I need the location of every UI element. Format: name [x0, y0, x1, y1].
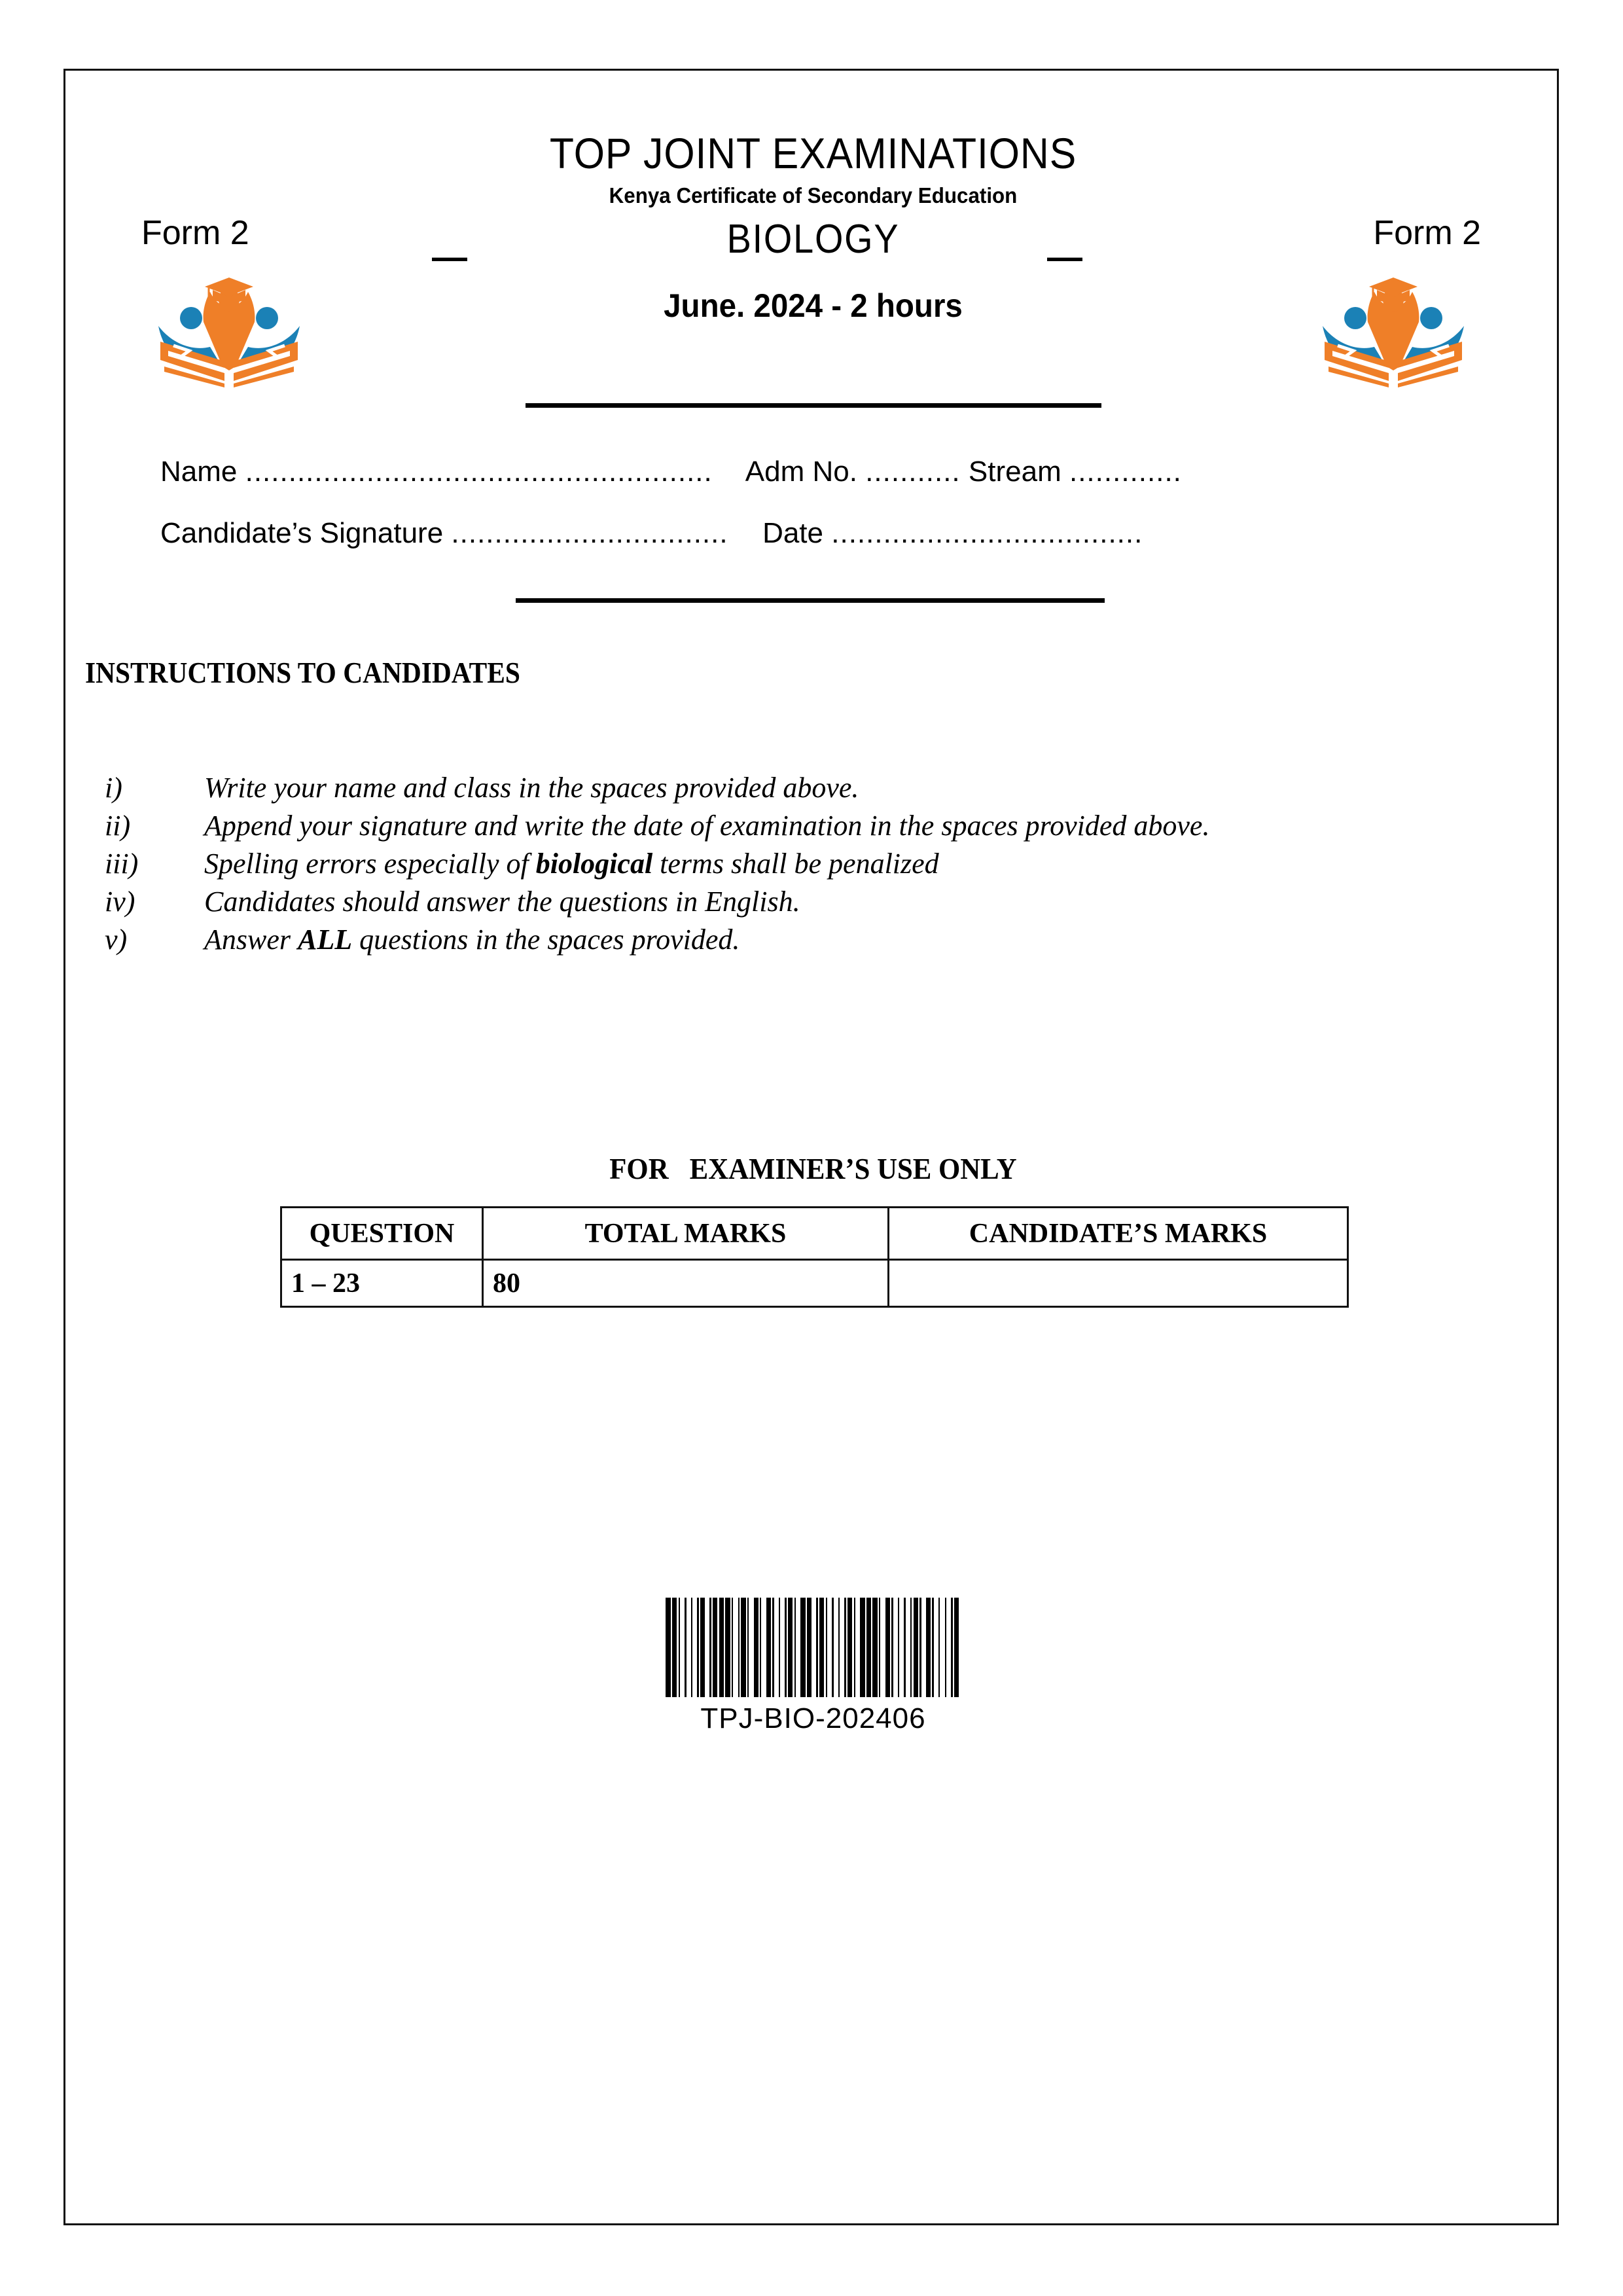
header-divider-top [526, 403, 1101, 408]
candidate-name-row [160, 456, 1182, 488]
barcode-label: TPJ-BIO-202406 [700, 1702, 926, 1734]
page-title: TOP JOINT EXAMINATIONS [549, 129, 1077, 177]
exam-date-duration: June. 2024 - 2 hours [664, 287, 963, 324]
adm-no-input-line[interactable]: ........... [865, 456, 961, 488]
instruction-item [65, 847, 1561, 885]
instruction-item [65, 885, 1561, 923]
instruction-text: Candidates should answer the questions in English. [204, 886, 800, 918]
column-header-total-marks: TOTAL MARKS [483, 1208, 889, 1260]
stream-input-line[interactable]: ............. [1069, 456, 1182, 488]
date-label: Date [762, 517, 824, 549]
dash-separator-left: — [432, 238, 467, 277]
institution-logo-left [154, 268, 304, 389]
instruction-number: iii) [105, 848, 139, 880]
page-border [63, 69, 1559, 2225]
instruction-number: ii) [105, 810, 131, 842]
candidate-signature-row [160, 517, 1143, 550]
marks-table-head [281, 1208, 1348, 1260]
name-input-line[interactable]: ...................................................... [245, 456, 713, 488]
adm-no-label: Adm No. [745, 456, 857, 488]
form-level-right: Form 2 [1373, 214, 1481, 252]
instructions-heading: INSTRUCTIONS TO CANDIDATES [85, 656, 520, 689]
cell-candidate-marks[interactable] [889, 1260, 1348, 1307]
signature-input-line[interactable]: ................................ [451, 517, 728, 549]
signature-label: Candidate’s Signature [160, 517, 444, 549]
stream-label: Stream [968, 456, 1061, 488]
institution-logo-right [1318, 268, 1469, 389]
instruction-number: i) [105, 772, 122, 804]
marks-table [280, 1206, 1349, 1308]
instruction-text: Spelling errors especially of biological terms shall be penalized [204, 848, 939, 880]
column-header-question: QUESTION [281, 1208, 483, 1260]
instruction-item [65, 771, 1561, 809]
instruction-number: v) [105, 924, 128, 956]
instruction-item [65, 923, 1561, 961]
instruction-text: Answer ALL questions in the spaces provided. [204, 924, 740, 956]
examiner-use-heading: FOR EXAMINER’S USE ONLY [609, 1152, 1017, 1185]
subject-title: BIOLOGY [726, 217, 900, 262]
form-level-left: Form 2 [141, 214, 249, 252]
cell-total-marks: 80 [483, 1260, 889, 1307]
column-header-candidate-marks: CANDIDATE’S MARKS [889, 1208, 1348, 1260]
dash-separator-right: — [1047, 238, 1082, 277]
date-input-line[interactable]: .................................... [831, 517, 1143, 549]
instruction-number: iv) [105, 886, 135, 918]
instructions-list [65, 771, 1561, 961]
instruction-text: Append your signature and write the date of examination in the spaces provided above. [204, 810, 1210, 842]
header-divider-bottom [516, 598, 1105, 603]
barcode-image [666, 1598, 960, 1697]
instruction-item [65, 809, 1561, 847]
marks-table-body [281, 1260, 1348, 1307]
barcode-block [65, 1589, 1561, 1735]
exam-subtitle: Kenya Certificate of Secondary Education [609, 183, 1018, 207]
table-header-row [281, 1208, 1348, 1260]
name-label: Name [160, 456, 238, 488]
table-row [281, 1260, 1348, 1307]
instruction-text: Write your name and class in the spaces provided above. [204, 772, 859, 804]
cell-question-range: 1 – 23 [281, 1260, 483, 1307]
